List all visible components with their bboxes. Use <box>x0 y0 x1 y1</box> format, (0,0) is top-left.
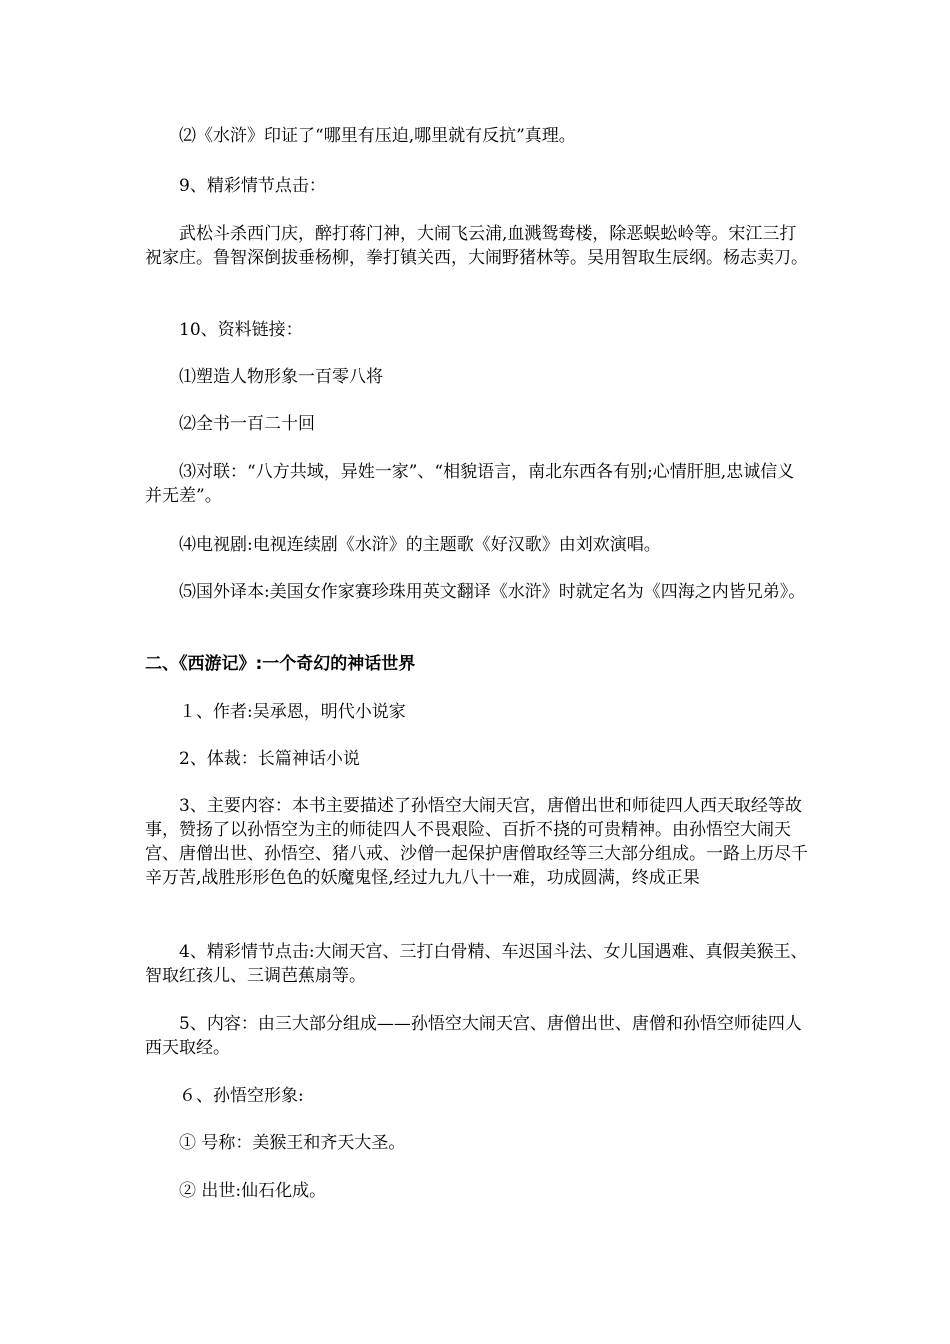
paragraph-main-content: 3、主要内容：本书主要描述了孙悟空大闹天宫，唐僧出世和师徒四人西天取经等故事，赞扬了以孙悟空为主的师徒四人不畏艰险、百折不挠的可贵精神。由孙悟空大闹天宫、唐僧出世、孙悟空、猪八戒、沙僧一起保护唐僧取经等三大部分组成。一路上历尽千辛万苦,战胜形形色色的妖魔鬼怪,经过九九八十一难，功成圆满，终成正果 <box>145 796 808 888</box>
paragraph-genre: 2、体裁：长篇神话小说 <box>179 749 360 769</box>
paragraph-author: １、作者:吴承恩，明代小说家 <box>179 702 406 722</box>
paragraph-three-parts: 5、内容：由三大部分组成——孙悟空大闹天宫、唐僧出世、唐僧和孙悟空师徒四人西天取经。 <box>145 1014 802 1058</box>
paragraph-couplet: ⑶对联：“八方共域，异姓一家”、“相貌语言，南北东西各有别;心情肝胆,忠诚信义并无差”。 <box>145 462 795 506</box>
paragraph-highlights-title: 9、精彩情节点击： <box>179 176 326 196</box>
paragraph-xiyouji-highlights: 4、精彩情节点击:大闹天宫、三打白骨精、车迟国斗法、女儿国遇难、真假美猴王、智取红孩儿、三调芭蕉扇等。 <box>145 942 808 986</box>
paragraph-108-heroes: ⑴塑造人物形象一百零八将 <box>179 367 383 387</box>
paragraph-foreign-translation: ⑸国外译本:美国女作家赛珍珠用英文翻译《水浒》时就定名为《四海之内皆兄弟》。 <box>179 582 806 602</box>
section-heading-xiyouji: 二、《西游记》:一个奇幻的神话世界 <box>145 654 416 674</box>
paragraph-resource-title: 10、资料链接： <box>179 320 303 340</box>
paragraph-title-name: ① 号称：美猴王和齐天大圣。 <box>179 1133 406 1153</box>
paragraph-birth: ② 出世:仙石化成。 <box>179 1181 327 1201</box>
paragraph-tv-series: ⑷电视剧:电视连续剧《水浒》的主题歌《好汉歌》由刘欢演唱。 <box>179 535 661 555</box>
paragraph-highlights-content: 武松斗杀西门庆，醉打蒋门神，大闹飞云浦,血溅鸳鸯楼，除恶蜈蚣岭等。宋江三打祝家庄。鲁智深倒拔垂杨柳，拳打镇关西，大闹野猪林等。吴用智取生辰纲。杨志卖刀。 <box>145 224 808 268</box>
paragraph-sunwukong-image: ６、孙悟空形象: <box>179 1086 304 1106</box>
paragraph-shuihu-oppression: ⑵《水浒》印证了“哪里有压迫,哪里就有反抗”真理。 <box>179 126 576 146</box>
paragraph-120-chapters: ⑵全书一百二十回 <box>179 414 315 434</box>
